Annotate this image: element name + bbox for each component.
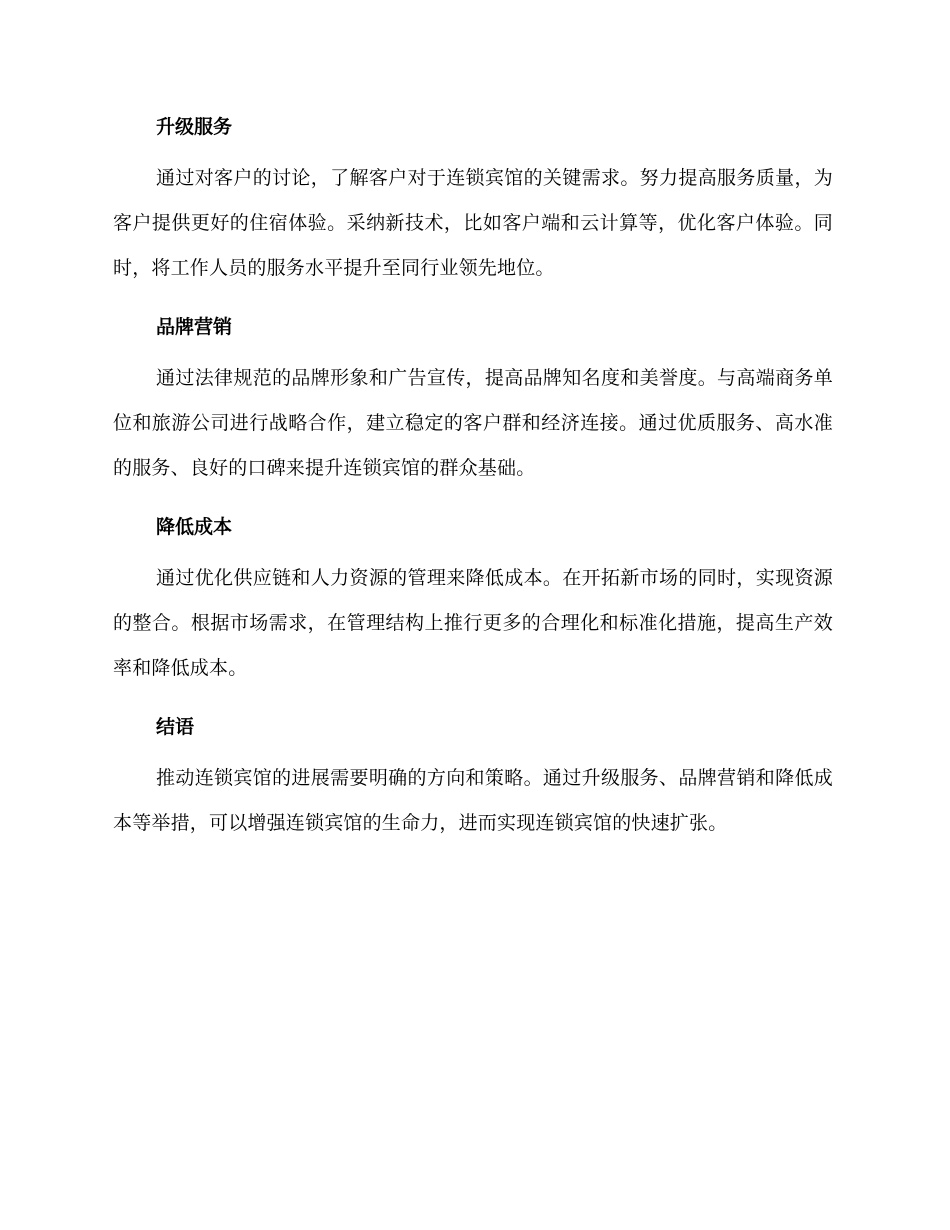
section-paragraph: 通过优化供应链和人力资源的管理来降低成本。在开拓新市场的同时，实现资源的整合。根据市场需求，在管理结构上推行更多的合理化和标准化措施，提高生产效率和降低成本。 <box>113 567 833 679</box>
section-heading: 升级服务 <box>156 116 233 138</box>
section-paragraph: 通过对客户的讨论，了解客户对于连锁宾馆的关键需求。努力提高服务质量，为客户提供更好的住宿体验。采纳新技术，比如客户端和云计算等，优化客户体验。同时，将工作人员的服务水平提升至同行业领先地位。 <box>113 167 833 279</box>
section-reduce-cost <box>113 512 833 691</box>
section-paragraph: 推动连锁宾馆的进展需要明确的方向和策略。通过升级服务、品牌营销和降低成本等举措，可以增强连锁宾馆的生命力，进而实现连锁宾馆的快速扩张。 <box>113 767 833 834</box>
section-heading: 结语 <box>156 716 195 738</box>
document-content <box>113 112 833 867</box>
section-upgrade-service <box>113 112 833 291</box>
section-conclusion <box>113 712 833 846</box>
section-brand-marketing <box>113 312 833 491</box>
section-heading: 降低成本 <box>156 516 233 538</box>
section-paragraph: 通过法律规范的品牌形象和广告宣传，提高品牌知名度和美誉度。与高端商务单位和旅游公司进行战略合作，建立稳定的客户群和经济连接。通过优质服务、高水准的服务、良好的口碑来提升连锁宾馆的群众基础。 <box>113 367 833 479</box>
section-heading: 品牌营销 <box>156 316 233 338</box>
